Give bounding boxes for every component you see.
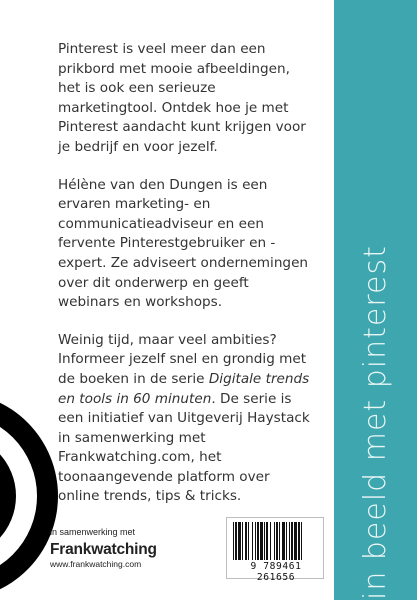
barcode-bar: [238, 522, 241, 560]
barcode-bar: [255, 522, 256, 560]
barcode-bar: [294, 522, 297, 560]
blurb-paragraph-author: Hélène van den Dungen is een ervaren marketing- en communicatieadviseur en een fervente Pinterestgebruiker en -expert. Ze adviseert ondernemingen over dit onderwerp en geeft webinars en workshops.: [58, 176, 309, 311]
barcode-bars: [232, 522, 320, 560]
barcode-bar: [298, 522, 300, 560]
partner-label: in samenwerking met: [50, 527, 136, 537]
barcode-bar: [282, 522, 285, 560]
barcode-bar: [245, 522, 247, 560]
series-text-before: Weinig tijd, maar veel ambities? Informeer jezelf snel en grondig met de boeken in de serie: [58, 331, 307, 387]
isbn-number: 9 789461 261656: [250, 561, 302, 583]
partner-block: [50, 527, 200, 569]
blurb-paragraph-series: [58, 331, 310, 507]
barcode: [226, 517, 324, 583]
barcode-bar: [235, 522, 237, 560]
barcode-bar: [276, 522, 278, 560]
barcode-bar: [257, 522, 259, 560]
blurb-paragraph-intro: Pinterest is veel meer dan een prikbord met mooie afbeeldingen, het is ook een serieuze marketingtool. Ontdek hoe je met Pinterest aandacht kunt krijgen voor je bedrijf en voor jezelf.: [58, 41, 306, 155]
barcode-bar: [248, 522, 249, 560]
barcode-bar: [264, 522, 265, 560]
barcode-bar: [260, 522, 263, 560]
barcode-bar: [279, 522, 280, 560]
barcode-bar: [233, 522, 234, 560]
barcode-bar: [242, 522, 243, 560]
spine-title: in beeld met pinterest: [358, 245, 393, 600]
barcode-bar: [289, 522, 290, 560]
spine-band: [334, 0, 417, 600]
barcode-bar: [301, 522, 302, 560]
blurb-text: [58, 40, 310, 525]
series-text-after: . De serie is een initiatief van Uitgeverij Haystack in samenwerking met Frankwatching.com, het toonaangevende platform over online trends, tips & tricks.: [58, 390, 310, 505]
barcode-bar: [274, 522, 275, 560]
barcode-bar: [252, 522, 253, 560]
barcode-bar: [270, 522, 271, 560]
barcode-bar: [286, 522, 287, 560]
barcode-bar: [291, 522, 293, 560]
barcode-bar: [266, 522, 268, 560]
frankwatching-logo: Frankwatching: [50, 541, 157, 558]
series-name: Digitale trends en tools in 60 minuten: [58, 370, 310, 407]
partner-url: www.frankwatching.com: [50, 559, 142, 569]
